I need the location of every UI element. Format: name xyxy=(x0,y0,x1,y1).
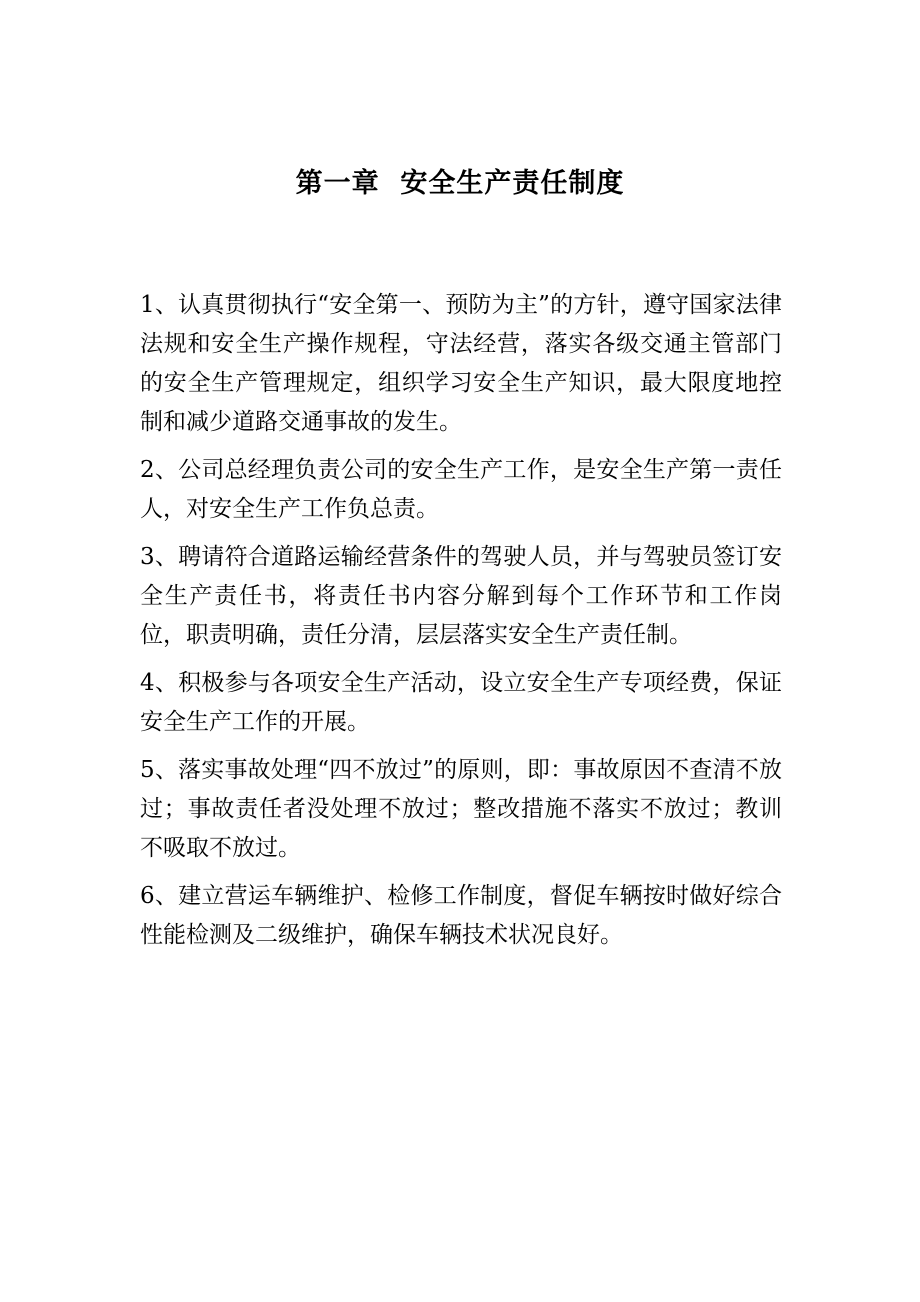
paragraph-4: 4、积极参与各项安全生产活动，设立安全生产专项经费，保证安全生产工作的开展。 xyxy=(140,670,782,735)
paragraph-2: 2、公司总经理负责公司的安全生产工作，是安全生产第一责任人，对安全生产工作负总责。 xyxy=(140,457,782,522)
paragraph-1: 1、认真贯彻执行“安全第一、预防为主”的方针，遵守国家法律法规和安全生产操作规程，守法经营，落实各级交通主管部门的安全生产管理规定，组织学习安全生产知识，最大限度地控制和减少道路交通事故的发生。 xyxy=(140,292,782,435)
paragraph-5: 5、落实事故处理“四不放过”的原则，即：事故原因不查清不放过；事故责任者没处理不放过；整改措施不落实不放过；教训不吸取不放过。 xyxy=(140,757,782,861)
paragraph-6: 6、建立营运车辆维护、检修工作制度，督促车辆按时做好综合性能检测及二级维护，确保车辆技术状况良好。 xyxy=(140,883,782,948)
document-body xyxy=(140,286,782,964)
chapter-title: 第一章 安全生产责任制度 xyxy=(295,168,625,199)
paragraph-3: 3、聘请符合道路运输经营条件的驾驶人员，并与驾驶员签订安全生产责任书，将责任书内容分解到每个工作环节和工作岗位，职责明确，责任分清，层层落实安全生产责任制。 xyxy=(140,544,782,648)
